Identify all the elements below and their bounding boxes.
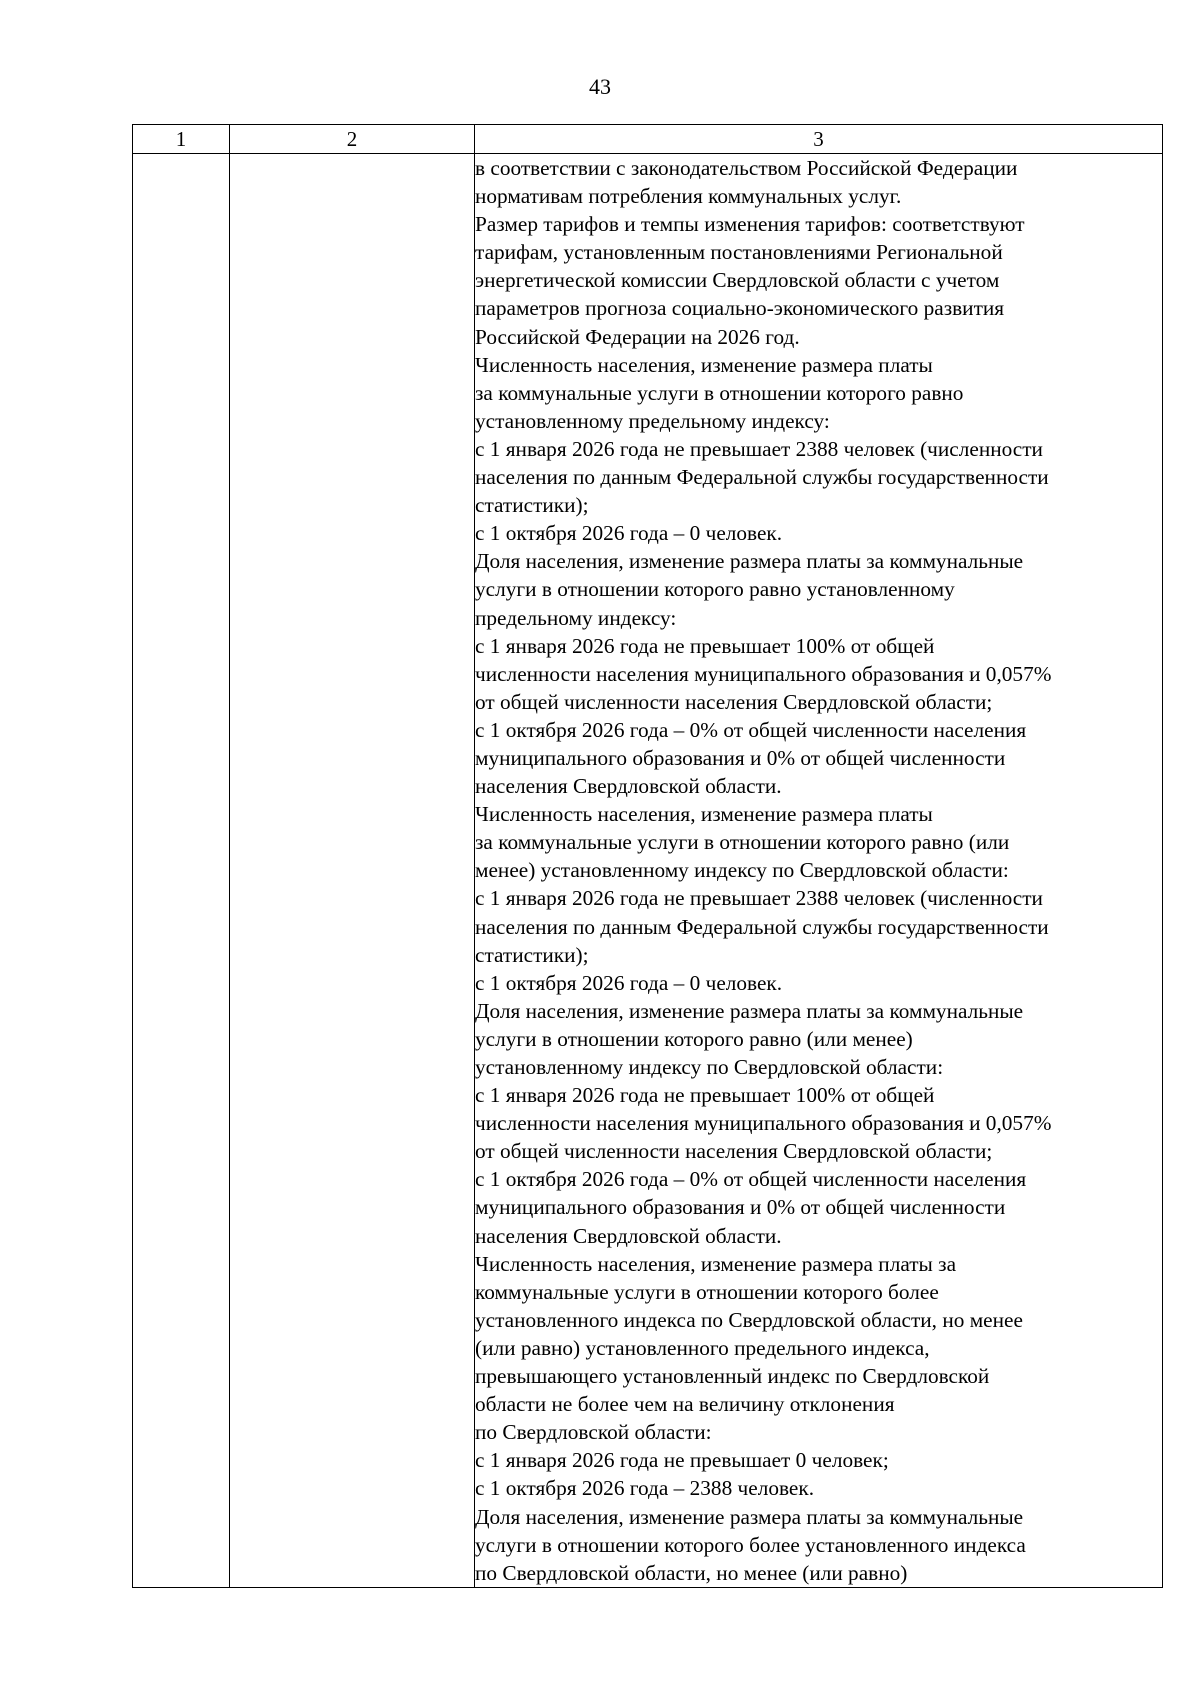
table-row (133, 154, 1163, 1588)
text-line: Доля населения, изменение размера платы за коммунальные (475, 1504, 1024, 1529)
text-line: с 1 января 2026 года не превышает 2388 человек (численности (475, 886, 1043, 911)
text-line: Численность населения, изменение размера платы (475, 352, 933, 377)
text-line: Численность населения, изменение размера платы за (475, 1251, 957, 1276)
text-line: численности населения муниципального образования и 0,057% (475, 661, 1052, 686)
text-line: энергетической комиссии Свердловской области с учетом (475, 268, 1000, 293)
text-line: нормативам потребления коммунальных услуг. (475, 184, 902, 209)
text-line: установленного индекса по Свердловской области, но менее (475, 1307, 1023, 1332)
text-line: за коммунальные услуги в отношении которого равно (или (475, 830, 1010, 855)
text-line: населения Свердловской области. (475, 774, 782, 799)
text-line: населения Свердловской области. (475, 1223, 782, 1248)
text-line: с 1 октября 2026 года – 0% от общей численности населения (475, 717, 1027, 742)
cell-column-2 (230, 154, 475, 1588)
text-line: коммунальные услуги в отношении которого более (475, 1279, 939, 1304)
column-header-2: 2 (230, 125, 475, 154)
text-line: параметров прогноза социально-экономического развития (475, 296, 1005, 321)
text-line: Размер тарифов и темпы изменения тарифов: соответствуют (475, 212, 1025, 237)
text-line: с 1 октября 2026 года – 0% от общей численности населения (475, 1167, 1027, 1192)
text-line: услуги в отношении которого более установленного индекса (475, 1532, 1026, 1557)
text-line: предельному индексу: (475, 605, 677, 630)
text-line: с 1 октября 2026 года – 0 человек. (475, 521, 783, 546)
text-line: муниципального образования и 0% от общей численности (475, 1195, 1006, 1220)
text-line: в соответствии с законодательством Российской Федерации (475, 156, 1018, 180)
text-line: с 1 января 2026 года не превышает 0 человек; (475, 1448, 889, 1473)
column-header-1: 1 (133, 125, 230, 154)
text-line: по Свердловской области, но менее (или равно) (475, 1560, 908, 1585)
text-line: с 1 января 2026 года не превышает 100% от общей (475, 633, 935, 658)
text-line: от общей численности населения Свердловской области; (475, 689, 993, 714)
text-line: (или равно) установленного предельного индекса, (475, 1335, 930, 1360)
text-line: муниципального образования и 0% от общей численности (475, 745, 1006, 770)
text-line: услуги в отношении которого равно (или менее) (475, 1026, 913, 1051)
text-line: превышающего установленный индекс по Свердловской (475, 1364, 990, 1389)
document-table (132, 124, 1163, 1588)
text-line: по Свердловской области: (475, 1420, 712, 1445)
text-line: населения по данным Федеральной службы государственности (475, 914, 1049, 939)
text-line: услуги в отношении которого равно установленному (475, 577, 955, 602)
text-line: Доля населения, изменение размера платы за коммунальные (475, 549, 1024, 574)
text-line: с 1 января 2026 года не превышает 100% от общей (475, 1083, 935, 1108)
text-line: статистики); (475, 493, 589, 518)
cell-column-1 (133, 154, 230, 1588)
text-line: за коммунальные услуги в отношении которого равно (475, 380, 964, 405)
text-line: тарифам, установленным постановлениями Региональной (475, 240, 1003, 265)
text-line: от общей численности населения Свердловской области; (475, 1139, 993, 1164)
text-line: с 1 октября 2026 года – 2388 человек. (475, 1476, 815, 1501)
text-line: Численность населения, изменение размера платы (475, 802, 933, 827)
page-number: 43 (589, 74, 611, 99)
text-line: области не более чем на величину отклонения (475, 1392, 895, 1417)
column-header-3: 3 (475, 125, 1163, 154)
text-line: Российской Федерации на 2026 год. (475, 324, 800, 349)
text-line: установленному предельному индексу: (475, 408, 830, 433)
cell-column-3 (475, 154, 1163, 1588)
text-line: установленному индексу по Свердловской области: (475, 1055, 944, 1079)
text-line: с 1 октября 2026 года – 0 человек. (475, 970, 783, 995)
text-line: с 1 января 2026 года не превышает 2388 человек (численности (475, 436, 1043, 461)
text-line: менее) установленному индексу по Свердловской области: (475, 858, 1009, 883)
text-line: населения по данным Федеральной службы государственности (475, 465, 1049, 490)
table-header-row (133, 125, 1163, 154)
text-line: Доля населения, изменение размера платы за коммунальные (475, 998, 1024, 1023)
text-line: статистики); (475, 942, 589, 967)
text-line: численности населения муниципального образования и 0,057% (475, 1111, 1052, 1136)
